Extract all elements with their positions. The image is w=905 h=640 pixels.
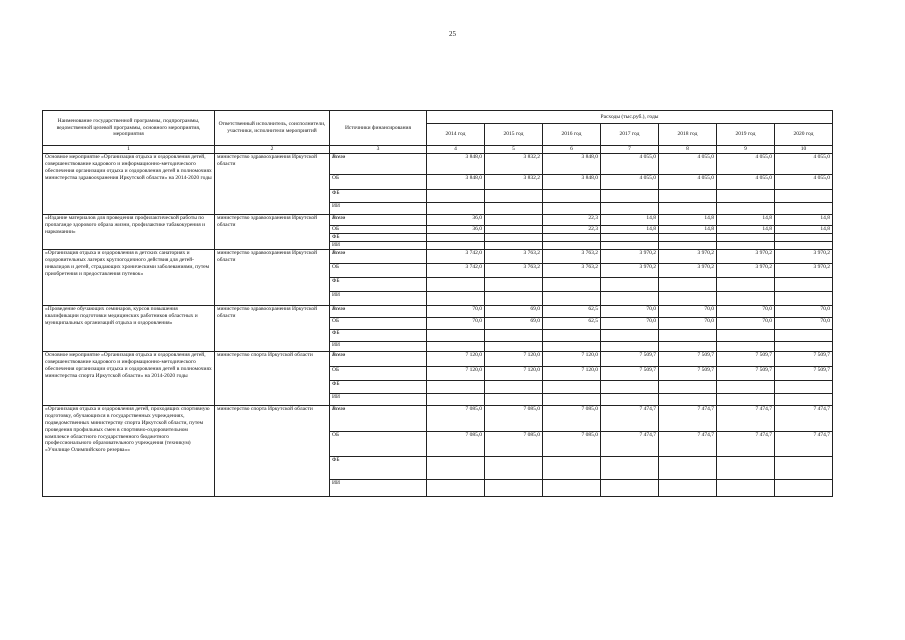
header-year: 2018 год	[659, 124, 717, 146]
funding-source: Всего	[330, 352, 427, 367]
funding-source: ИИ	[330, 242, 427, 250]
expense-value: 7 509,7	[659, 367, 717, 381]
expense-value	[543, 292, 601, 306]
expense-value: 14,8	[659, 215, 717, 226]
expense-value	[659, 203, 717, 215]
funding-source: Всего	[330, 406, 427, 432]
column-index: 3	[330, 146, 427, 154]
expense-value: 7 474,7	[775, 406, 833, 432]
expense-value	[775, 480, 833, 497]
expense-value: 3 832,2	[485, 175, 543, 190]
funding-source: ФБ	[330, 234, 427, 242]
expense-value: 7 509,7	[717, 367, 775, 381]
funding-source: ОБ	[330, 367, 427, 381]
expense-value	[717, 457, 775, 480]
expense-value: 3 970,2	[717, 264, 775, 278]
expense-value	[485, 226, 543, 234]
header-year: 2017 год	[601, 124, 659, 146]
expense-value	[717, 394, 775, 406]
expense-value	[543, 381, 601, 394]
header-year: 2014 год	[427, 124, 485, 146]
column-index-row	[43, 146, 833, 154]
expense-value	[543, 190, 601, 203]
expense-value	[543, 203, 601, 215]
expense-value: 3 848,0	[543, 154, 601, 175]
funding-source: ИИ	[330, 342, 427, 352]
expense-value	[775, 234, 833, 242]
expense-value	[427, 234, 485, 242]
expense-value	[543, 342, 601, 352]
funding-source: Всего	[330, 306, 427, 318]
funding-source: ОБ	[330, 226, 427, 234]
expense-value	[601, 480, 659, 497]
page-number: 25	[449, 30, 456, 38]
expense-value	[775, 203, 833, 215]
expense-value: 70,0	[601, 318, 659, 330]
expense-value: 70,0	[659, 318, 717, 330]
expense-value	[659, 480, 717, 497]
expense-value	[427, 480, 485, 497]
expense-value: 7 085,0	[485, 432, 543, 457]
expense-value: 3 970,2	[601, 250, 659, 264]
expense-value: 70,0	[659, 306, 717, 318]
expense-value: 22,3	[543, 215, 601, 226]
expense-value	[775, 278, 833, 292]
expense-value: 7 509,7	[717, 352, 775, 367]
expense-value: 14,8	[717, 215, 775, 226]
expense-value	[427, 330, 485, 342]
expense-value	[543, 234, 601, 242]
expense-value: 7 085,0	[427, 432, 485, 457]
table-row	[43, 306, 833, 318]
expense-value	[717, 242, 775, 250]
funding-source: ОБ	[330, 264, 427, 278]
expense-value: 7 120,0	[485, 367, 543, 381]
expense-value: 7 120,0	[485, 352, 543, 367]
expense-value	[601, 242, 659, 250]
column-index: 7	[601, 146, 659, 154]
funding-source: ОБ	[330, 318, 427, 330]
expense-value: 4 055,0	[659, 175, 717, 190]
expense-value	[485, 342, 543, 352]
expense-value	[485, 480, 543, 497]
column-index: 10	[775, 146, 833, 154]
expense-value	[717, 330, 775, 342]
expense-value	[717, 381, 775, 394]
expense-value: 14,8	[775, 215, 833, 226]
header-source: Источники финансирования	[330, 111, 427, 146]
table-row	[43, 250, 833, 264]
expense-value	[775, 330, 833, 342]
expense-value: 14,8	[659, 226, 717, 234]
header-name: Наименование государственной программы, подпрограммы, ведомственной целевой программы, основного мероприятия, мероприятия	[43, 111, 215, 146]
table-body	[43, 154, 833, 497]
expense-value	[717, 480, 775, 497]
expense-value	[485, 234, 543, 242]
column-index: 5	[485, 146, 543, 154]
expense-value: 4 055,0	[775, 154, 833, 175]
funding-source: Всего	[330, 154, 427, 175]
expense-value: 36,0	[427, 226, 485, 234]
responsible-executor: министерство здравоохранения Иркутской области	[215, 306, 330, 352]
expense-value: 7 474,7	[717, 432, 775, 457]
expense-value: 69,0	[485, 318, 543, 330]
expense-value	[659, 234, 717, 242]
expense-value: 70,0	[717, 306, 775, 318]
expense-value	[485, 242, 543, 250]
header-year: 2019 год	[717, 124, 775, 146]
expense-value: 7 509,7	[775, 352, 833, 367]
expense-value	[543, 480, 601, 497]
expense-value	[543, 457, 601, 480]
expense-value: 7 085,0	[427, 406, 485, 432]
expense-value	[601, 330, 659, 342]
funding-source: ИИ	[330, 480, 427, 497]
funding-source: Всего	[330, 215, 427, 226]
expense-value: 3 742,0	[427, 264, 485, 278]
expense-value	[601, 394, 659, 406]
funding-source: ОБ	[330, 432, 427, 457]
expense-value: 3 763,2	[543, 250, 601, 264]
expense-value: 3 970,2	[601, 264, 659, 278]
expense-value: 69,0	[485, 306, 543, 318]
expense-value	[427, 203, 485, 215]
column-index: 2	[215, 146, 330, 154]
expense-value	[543, 278, 601, 292]
expense-value	[659, 381, 717, 394]
expense-value	[601, 278, 659, 292]
expense-value	[717, 203, 775, 215]
expense-value: 3 970,2	[775, 250, 833, 264]
expense-value	[601, 381, 659, 394]
expense-value	[601, 292, 659, 306]
expense-value	[427, 278, 485, 292]
expense-value	[427, 292, 485, 306]
expense-value: 7 085,0	[543, 432, 601, 457]
activity-name: «Издание материалов для проведения профилактической работы по пропаганде здорового образа жизни, профилактике табакокурения и наркомании»	[43, 215, 215, 250]
table-row	[43, 215, 833, 226]
header-year: 2016 год	[543, 124, 601, 146]
activity-name: «Организация отдыха и оздоровления детей, проходящих спортивную подготовку, обучающихся в государственных учреждениях, подведомственных министерству спорта Иркутской области, путем проведения профильных смен в спортивно-оздоровительном комплексе областного государственного бюджетного профессионального образовательного учреждения (техникум) «Училище Олимпийского резерва»»	[43, 406, 215, 497]
expense-value: 4 055,0	[775, 175, 833, 190]
expense-value: 3 832,2	[485, 154, 543, 175]
expense-value	[485, 278, 543, 292]
header-responsible: Ответственный исполнитель, соисполнители, участники, исполнители мероприятий	[215, 111, 330, 146]
expense-value: 3 763,2	[543, 264, 601, 278]
expense-value	[485, 381, 543, 394]
expense-value: 4 055,0	[601, 154, 659, 175]
expense-value	[717, 292, 775, 306]
expense-value	[659, 457, 717, 480]
expense-value: 4 055,0	[717, 175, 775, 190]
expense-value: 7 509,7	[775, 367, 833, 381]
expense-value	[485, 203, 543, 215]
table-row	[43, 406, 833, 432]
funding-source: ОБ	[330, 175, 427, 190]
expense-value: 4 055,0	[659, 154, 717, 175]
responsible-executor: министерство спорта Иркутской области	[215, 352, 330, 406]
expense-value: 62,5	[543, 318, 601, 330]
expense-value	[485, 190, 543, 203]
expense-value	[485, 215, 543, 226]
expense-value	[543, 242, 601, 250]
expense-value: 7 474,7	[659, 406, 717, 432]
expense-value: 70,0	[775, 306, 833, 318]
expense-value: 3 970,2	[775, 264, 833, 278]
expense-value: 3 848,0	[427, 154, 485, 175]
expense-value: 70,0	[427, 318, 485, 330]
expense-value	[717, 278, 775, 292]
expense-value	[601, 457, 659, 480]
expense-value: 70,0	[717, 318, 775, 330]
responsible-executor: министерство спорта Иркутской области	[215, 406, 330, 497]
column-index: 6	[543, 146, 601, 154]
expense-value: 14,8	[717, 226, 775, 234]
funding-source: ФБ	[330, 190, 427, 203]
expense-value	[659, 330, 717, 342]
expense-value: 70,0	[775, 318, 833, 330]
expense-value: 3 763,2	[485, 264, 543, 278]
expense-value: 3 848,0	[543, 175, 601, 190]
funding-source: ФБ	[330, 457, 427, 480]
expense-value	[775, 381, 833, 394]
expense-value	[775, 242, 833, 250]
expense-value: 3 970,2	[659, 264, 717, 278]
expense-value	[485, 330, 543, 342]
header-expenses: Расходы (тыс.руб.), годы	[427, 111, 833, 124]
funding-source: ИИ	[330, 203, 427, 215]
expense-value	[775, 292, 833, 306]
column-index: 8	[659, 146, 717, 154]
expense-value: 7 509,7	[659, 352, 717, 367]
column-index: 9	[717, 146, 775, 154]
expense-value: 14,8	[601, 226, 659, 234]
expense-value: 7 474,7	[601, 406, 659, 432]
expense-value	[775, 342, 833, 352]
expense-value	[775, 394, 833, 406]
expense-value	[601, 190, 659, 203]
expense-value: 7 120,0	[427, 352, 485, 367]
expense-value	[717, 190, 775, 203]
activity-name: «Проведение обучающих семинаров, курсов повышения квалификации подготовки медицинских работников областных и муниципальных организаций отдыха и оздоровления»	[43, 306, 215, 352]
expense-value	[427, 242, 485, 250]
column-index: 4	[427, 146, 485, 154]
activity-name: Основное мероприятие «Организация отдыха и оздоровления детей, совершенствование кадрового и информационно-методического обеспечения организации отдыха и оздоровления детей в полномочиях министерства здравоохранения Иркутской области» на 2014-2020 годы	[43, 154, 215, 215]
expense-value: 3 763,2	[485, 250, 543, 264]
expense-value: 3 970,2	[717, 250, 775, 264]
expense-value: 36,0	[427, 215, 485, 226]
expense-value	[427, 394, 485, 406]
funding-source: ФБ	[330, 330, 427, 342]
expense-value: 7 509,7	[601, 352, 659, 367]
expense-value: 7 474,7	[601, 432, 659, 457]
activity-name: «Организация отдыха и оздоровления в детских санаториях и оздоровительных лагерях круглогодичного действия для детей-инвалидов и детей, страдающих хроническими заболеваниями, путем приобретения и предоставления путевок»	[43, 250, 215, 306]
activity-name: Основное мероприятие «Организация отдыха и оздоровления детей, совершенствование кадрового и информационно-методического обеспечения организации отдыха и оздоровления детей в полномочиях министерства спорта Иркутской области» на 2014-2020 годы	[43, 352, 215, 406]
expense-value	[659, 292, 717, 306]
funding-source: ФБ	[330, 278, 427, 292]
expense-value: 14,8	[601, 215, 659, 226]
expense-value: 7 474,7	[659, 432, 717, 457]
expense-value	[659, 190, 717, 203]
expense-value	[485, 394, 543, 406]
expense-value: 7 474,7	[775, 432, 833, 457]
expense-value: 70,0	[601, 306, 659, 318]
expense-value	[543, 330, 601, 342]
expense-value	[427, 381, 485, 394]
expense-value: 70,0	[427, 306, 485, 318]
responsible-executor: министерство здравоохранения Иркутской области	[215, 154, 330, 215]
expense-value	[717, 342, 775, 352]
responsible-executor: министерство здравоохранения Иркутской области	[215, 250, 330, 306]
expense-value	[427, 342, 485, 352]
funding-source: ИИ	[330, 394, 427, 406]
expense-value	[659, 278, 717, 292]
expense-value	[485, 457, 543, 480]
expense-value: 4 055,0	[717, 154, 775, 175]
expense-value	[659, 342, 717, 352]
expense-value: 7 120,0	[427, 367, 485, 381]
expense-value	[543, 394, 601, 406]
responsible-executor: министерство здравоохранения Иркутской области	[215, 215, 330, 250]
funding-source: ИИ	[330, 292, 427, 306]
expense-value	[775, 190, 833, 203]
header-year: 2015 год	[485, 124, 543, 146]
expense-value	[601, 203, 659, 215]
expense-value	[717, 234, 775, 242]
expenses-table	[42, 110, 833, 497]
table-row	[43, 352, 833, 367]
expense-value	[427, 457, 485, 480]
expense-value: 7 085,0	[485, 406, 543, 432]
expense-value: 22,3	[543, 226, 601, 234]
header-year: 2020 год	[775, 124, 833, 146]
expense-value: 7 474,7	[717, 406, 775, 432]
expense-value: 14,8	[775, 226, 833, 234]
expense-value: 3 848,0	[427, 175, 485, 190]
expense-value: 4 055,0	[601, 175, 659, 190]
expense-value	[427, 190, 485, 203]
funding-source: ФБ	[330, 381, 427, 394]
expense-value: 7 085,0	[543, 406, 601, 432]
funding-source: Всего	[330, 250, 427, 264]
expense-value: 7 120,0	[543, 352, 601, 367]
expense-value: 3 742,0	[427, 250, 485, 264]
expense-value	[601, 234, 659, 242]
expense-value: 7 120,0	[543, 367, 601, 381]
expense-value: 62,5	[543, 306, 601, 318]
expense-value	[659, 394, 717, 406]
column-index: 1	[43, 146, 215, 154]
expense-value: 7 509,7	[601, 367, 659, 381]
expense-value	[775, 457, 833, 480]
expense-value: 3 970,2	[659, 250, 717, 264]
expense-value	[485, 292, 543, 306]
expense-value	[601, 342, 659, 352]
expense-value	[659, 242, 717, 250]
table-row	[43, 154, 833, 175]
